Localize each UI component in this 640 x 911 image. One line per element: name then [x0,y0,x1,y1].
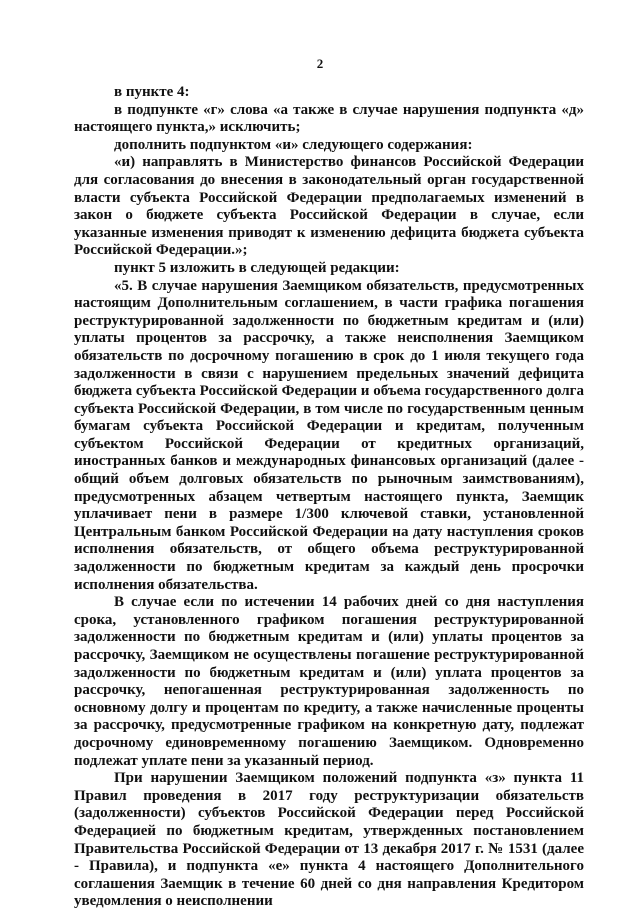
paragraph-point-5-text: «5. В случае нарушения Заемщиком обязательств, предусмотренных настоящим Дополнительным соглашением, в части графика погашения реструктурированной задолженности по бюджетным кредитам и (или) уплаты процентов за рассрочку, а также неисполнения Заемщиком обязательств по досрочному погашению в срок до 1 июля текущего года задолженности в связи с нарушением предельных значений дефицита бюджета субъекта Российской Федерации и объема государственного долга субъекта Российской Федерации, в том числе по государственным ценным бумагам субъекта Российской Федерации и кредитам, полученным субъектом Российской Федерации от кредитных организаций, иностранных банков и международных финансовых организаций (далее - общий объем долговых обязательств по рыночным заимствованиям), предусмотренных абзацем четвертым настоящего пункта, Заемщик уплачивает пени в размере 1/300 ключевой ставки, установленной Центральным банком Российской Федерации на дату наступления сроков исполнения обязательств, от общего объема реструктурированной задолженности по бюджетным кредитам за каждый день просрочки исполнения обязательства. [74,277,584,593]
paragraph-rules-violation: При нарушении Заемщиком положений подпункта «з» пункта 11 Правил проведения в 2017 году реструктуризации обязательств (задолженности) субъектов Российской Федерации перед Российской Федерацией по бюджетным кредитам, утвержденных постановлением Правительства Российской Федерации от 13 декабря 2017 г. № 1531 (далее - Правила), и подпункта «е» пункта 4 настоящего Дополнительного соглашения Заемщик в течение 60 дней со дня направления Кредитором уведомления о неисполнении [74,770,584,910]
document-body [74,84,584,911]
page-number: 2 [316,56,324,71]
paragraph-add-subpoint-i: дополнить подпунктом «и» следующего содержания: [114,136,473,153]
paragraph-subpoint-g: в подпункте «г» слова «а также в случае нарушения подпункта «д» настоящего пункта,» исключить; [74,101,584,136]
paragraph-early-repayment: В случае если по истечении 14 рабочих дней со дня наступления срока, установленного графиком погашения реструктурированной задолженности по бюджетным кредитам и (или) уплаты процентов за рассрочку, Заемщиком не осуществлены погашение реструктурированной задолженности по бюджетным кредитам и (или) уплата процентов за рассрочку, непогашенная реструктурированная задолженность по основному долгу и процентам по кредиту, а также начисленные проценты за рассрочку, предусмотренные графиком на конкретную дату, подлежат досрочному единовременному погашению Заемщиком. Одновременно подлежат уплате пени за указанный период. [74,594,584,769]
paragraph-subpoint-i-text: «и) направлять в Министерство финансов Российской Федерации для согласования до внесения в законодательный орган государственной власти субъекта Российской Федерации предполагаемых изменений в закон о бюджете субъекта Российской Федерации в случае, если указанные изменения приводят к изменению дефицита бюджета субъекта Российской Федерации.»; [74,154,584,259]
paragraph-point-5-intro: пункт 5 изложить в следующей редакции: [114,259,400,276]
paragraph-amendment-intro: в пункте 4: [114,84,190,100]
